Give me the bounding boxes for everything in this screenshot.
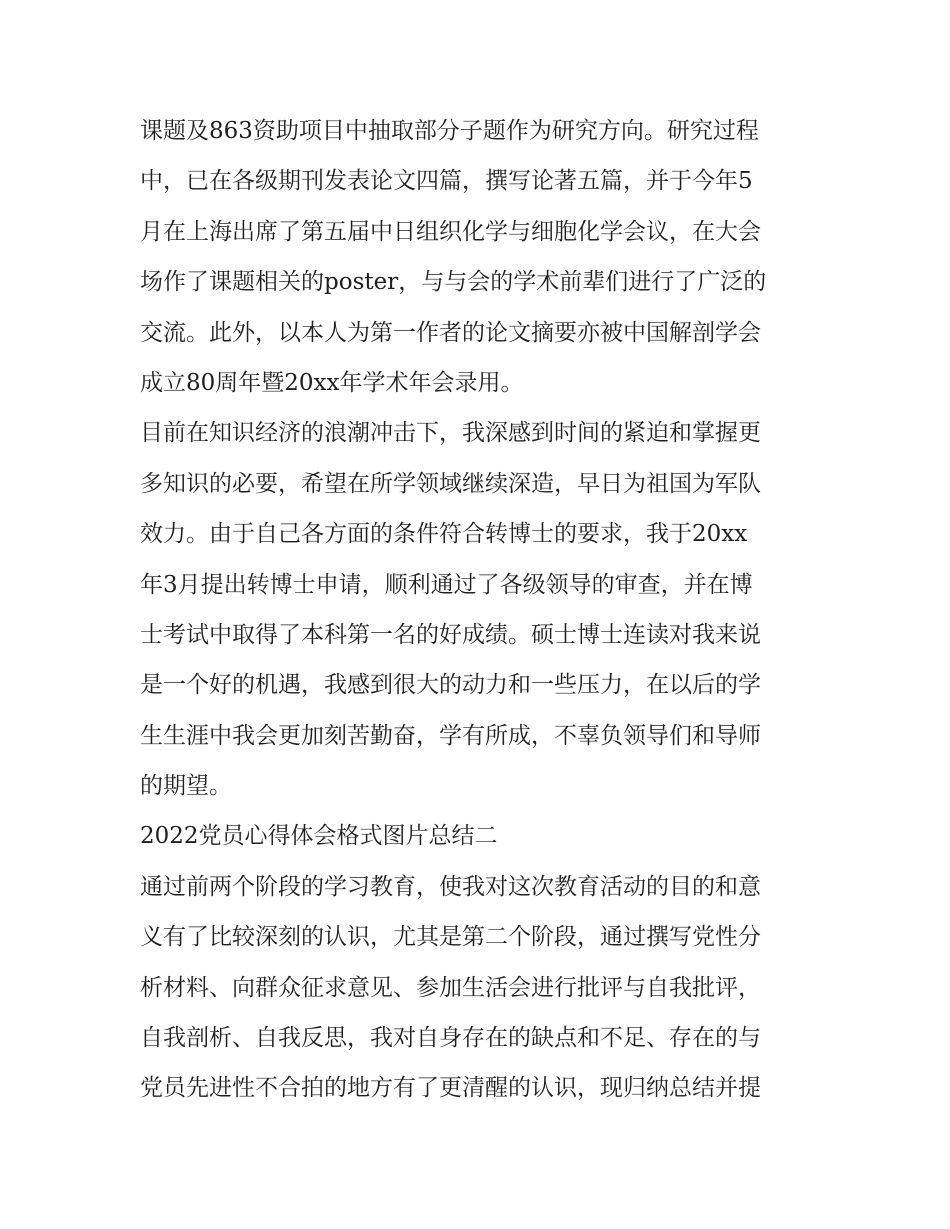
text-line: 月在上海出席了第五届中日组织化学与细胞化学会议，在大会 <box>140 218 761 245</box>
text-line: 目前在知识经济的浪潮冲击下，我深感到时间的紧迫和掌握更 <box>140 420 761 447</box>
text-line: 党员先进性不合拍的地方有了更清醒的认识，现归纳总结并提 <box>140 1075 761 1102</box>
text-line: 生生涯中我会更加刻苦勤奋，学有所成，不辜负领导们和导师 <box>140 722 761 749</box>
text-line: 义有了比较深刻的认识，尤其是第二个阶段，通过撰写党性分 <box>140 924 761 951</box>
text-line: 效力。由于自己各方面的条件符合转博士的要求，我于20xx <box>140 521 748 548</box>
paragraph-education-summary <box>140 862 820 1114</box>
text-line: 成立80周年暨20xx年学术年会录用。 <box>140 369 524 396</box>
text-line: 中，已在各级期刊发表论文四篇，撰写论著五篇，并于今年5 <box>140 168 753 195</box>
text-line: 年3月提出转博士申请，顺利通过了各级领导的审查，并在博 <box>140 571 753 598</box>
text-line: 自我剖析、自我反思，我对自身存在的缺点和不足、存在的与 <box>140 1025 761 1052</box>
text-line: 析材料、向群众征求意见、参加生活会进行批评与自我批评， <box>140 974 761 1001</box>
text-line: 场作了课题相关的poster，与与会的学术前辈们进行了广泛的 <box>140 269 767 296</box>
text-line: 通过前两个阶段的学习教育，使我对这次教育活动的目的和意 <box>140 873 761 900</box>
text-line: 课题及863资助项目中抽取部分子题作为研究方向。研究过程 <box>140 118 759 144</box>
text-line: 交流。此外，以本人为第一作者的论文摘要亦被中国解剖学会 <box>140 319 761 346</box>
section-heading: 2022党员心得体会格式图片总结二 <box>140 823 498 850</box>
text-line: 士考试中取得了本科第一名的好成绩。硕士博士连读对我来说 <box>140 621 761 648</box>
paragraph-research-progress <box>140 106 820 408</box>
paragraph-doctoral-application <box>140 408 820 811</box>
text-line: 多知识的必要，希望在所学领域继续深造，早日为祖国为军队 <box>140 470 761 497</box>
text-line: 是一个好的机遇，我感到很大的动力和一些压力，在以后的学 <box>140 672 761 699</box>
document-body <box>140 106 820 1114</box>
text-line: 的期望。 <box>140 773 232 800</box>
